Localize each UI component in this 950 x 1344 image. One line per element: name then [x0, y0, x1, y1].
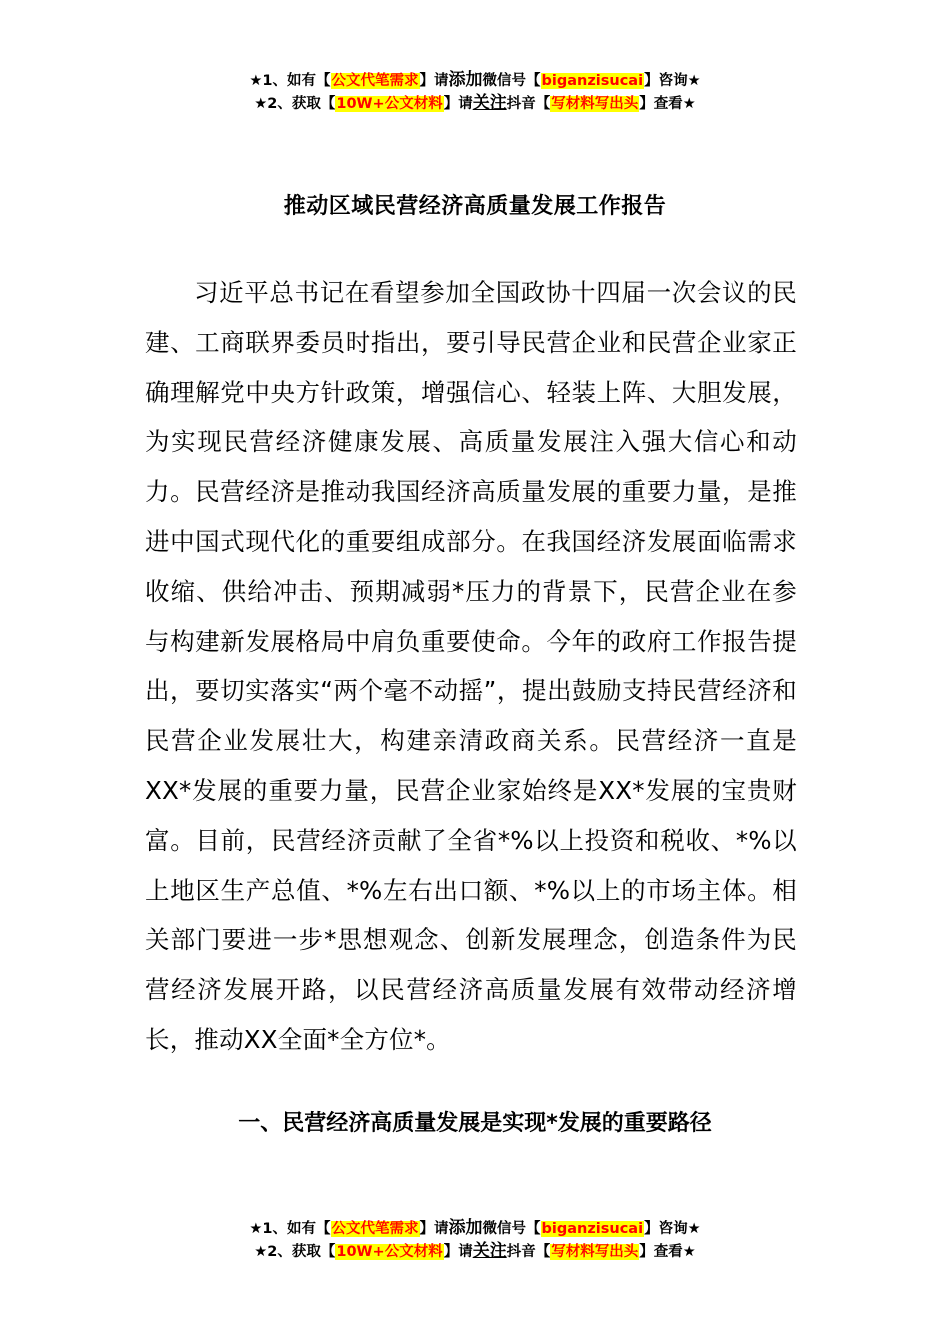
highlight-wechat-id: biganzisucai	[541, 73, 644, 89]
promo-line-1: ★1、如有【公文代笔需求】请添加微信号【biganzisucai】咨询★	[249, 1218, 701, 1238]
promo-line-2: ★2、获取【10W+公文材料】请关注抖音【写材料写出头】查看★	[254, 1241, 696, 1261]
highlight-douyin-account: 写材料写出头	[551, 1244, 639, 1260]
document-title: 推动区域民营经济高质量发展工作报告	[283, 194, 667, 219]
highlight-douyin-account: 写材料写出头	[551, 96, 639, 112]
promo-footer	[0, 1217, 950, 1263]
promo-header	[0, 69, 950, 115]
highlight-materials: 10W+公文材料	[336, 96, 443, 112]
body-paragraph: 习近平总书记在看望参加全国政协十四届一次会议的民建、工商联界委员时指出，要引导民营企业和民营企业家正确理解党中央方针政策，增强信心、轻装上阵、大胆发展，为实现民营经济健康发展、高质量发展注入强大信心和动力。民营经济是推动我国经济高质量发展的重要力量，是推进中国式现代化的重要组成部分。在我国经济发展面临需求收缩、供给冲击、预期减弱*压力的背景下，民营企业在参与构建新发展格局中肩负重要使命。今年的政府工作报告提出，要切实落实“两个毫不动摇”，提出鼓励支持民营经济和民营企业发展壮大，构建亲清政商关系。民营经济一直是XX*发展的重要力量，民营企业家始终是XX*发展的宝贵财富。目前，民营经济贡献了全省*%以上投资和税收、*%以上地区生产总值、*%左右出口额、*%以上的市场主体。相关部门要进一步*思想观念、创新发展理念，创造条件为民营经济发展开路，以民营经济高质量发展有效带动经济增长，推动XX全面*全方位*。	[145, 278, 797, 1054]
promo-line-2: ★2、获取【10W+公文材料】请关注抖音【写材料写出头】查看★	[254, 93, 696, 113]
highlight-wechat-id: biganzisucai	[541, 1221, 644, 1237]
section-heading: 一、民营经济高质量发展是实现*发展的重要路径	[238, 1111, 712, 1136]
highlight-service: 公文代笔需求	[331, 73, 419, 89]
highlight-materials: 10W+公文材料	[336, 1244, 443, 1260]
promo-line-1: ★1、如有【公文代笔需求】请添加微信号【biganzisucai】咨询★	[249, 70, 701, 90]
highlight-service: 公文代笔需求	[331, 1221, 419, 1237]
